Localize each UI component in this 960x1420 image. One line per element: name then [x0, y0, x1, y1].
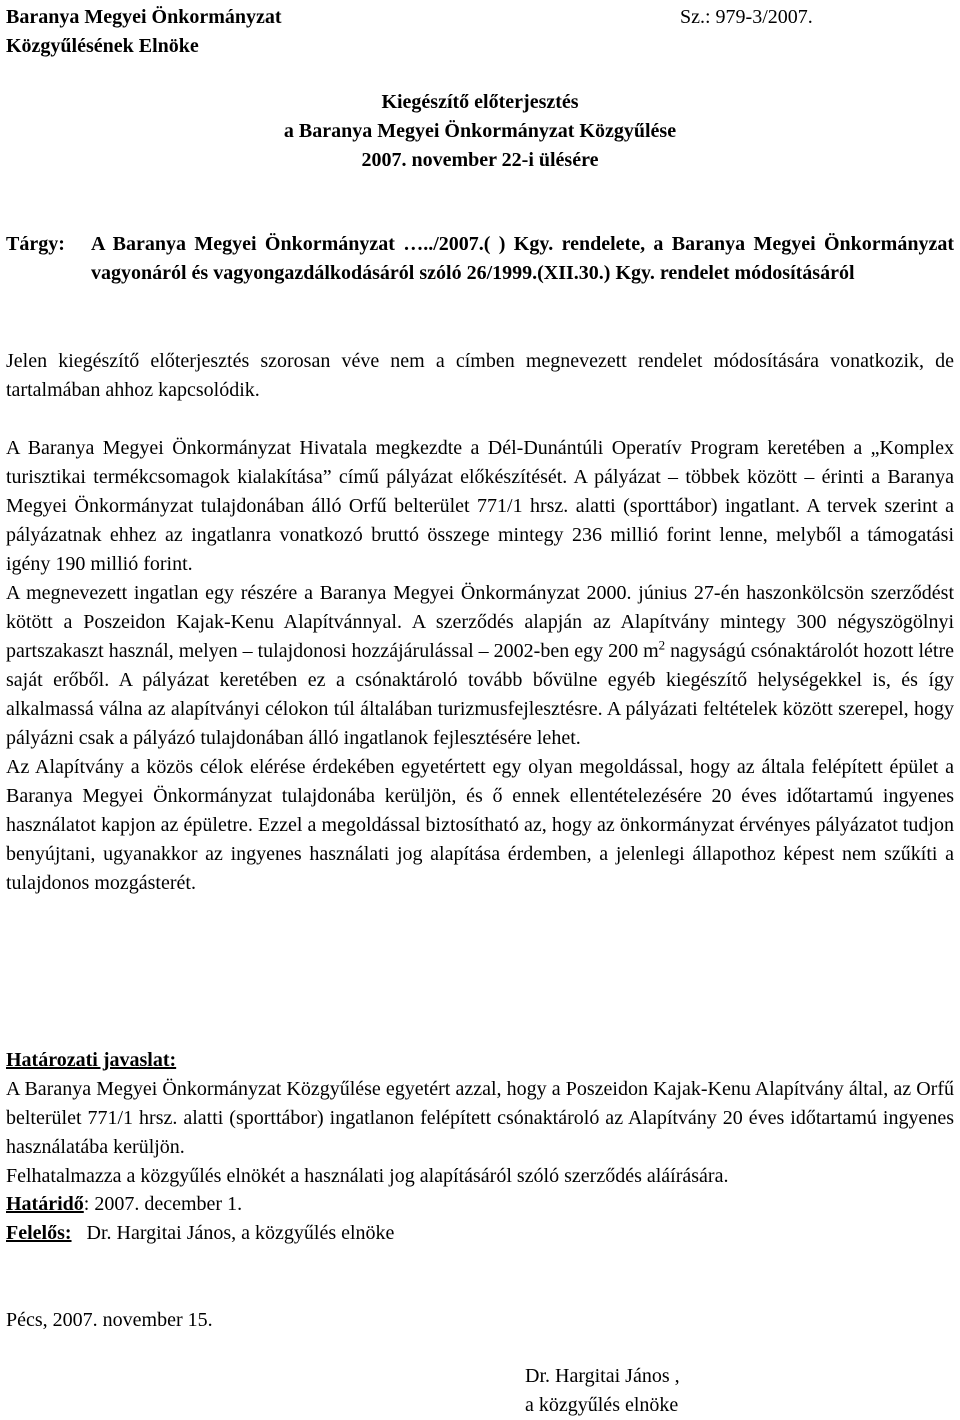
superscript-2: 2: [658, 637, 666, 653]
title-line-3: 2007. november 22-i ülésére: [361, 149, 599, 171]
signature-name: Dr. Hargitai János ,: [525, 1365, 680, 1387]
resolution-heading: Határozati javaslat:: [6, 1049, 177, 1071]
reference-number: Sz.: 979-3/2007.: [680, 6, 813, 28]
paragraph-intro: Jelen kiegészítő előterjesztés szorosan véve nem a címben megnevezett rendelet módosítására vonatkozik, de tartalmában ahhoz kapcsolódik.: [6, 350, 954, 401]
issuer-block: [6, 3, 282, 61]
title-line-1: Kiegészítő előterjesztés: [381, 91, 579, 113]
subject-label: Tárgy:: [6, 233, 65, 255]
subject-block: [6, 230, 954, 288]
document-title: [0, 88, 960, 175]
resolution-block: [6, 1046, 954, 1191]
signature-title: a közgyűlés elnöke: [525, 1394, 679, 1416]
deadline-block: [6, 1190, 394, 1248]
subject-text: A Baranya Megyei Önkormányzat …../2007.( ) Kgy. rendelete, a Baranya Megyei Önkormányzat vagyonáról és vagyongazdálkodásáról szóló 26/1999.(XII.30.) Kgy. rendelet módosításáról: [91, 233, 954, 284]
resolution-paragraph-2: Felhatalmazza a közgyűlés elnökét a használati jog alapításáról szóló szerződés aláírására.: [6, 1165, 729, 1187]
paragraph-property-part2: nagyságú csónaktárolót hozott létre saját erőből. A pályázat keretében ez a csónaktároló tovább bővülne egyéb kiegészítő helységekkel is, és így alkalmassá válna az alapítványi célokon túl általában turizmusfejlesztésre. A pályázati feltételek között szerepel, hogy pályázni csak a pályázó tulajdonában álló ingatlanok fejlesztésére lehet.: [6, 640, 954, 749]
deadline-label: Határidő: [6, 1193, 84, 1215]
deadline-value: : 2007. december 1.: [83, 1193, 243, 1215]
resolution-paragraph-1: A Baranya Megyei Önkormányzat Közgyűlése egyetért azzal, hogy a Poszeidon Kajak-Kenu Alapítvány által, az Orfű belterület 771/1 hrsz. alatti (sporttábor) ingatlanon felépített csónaktároló az Alapítvány 20 éves időtartamú ingyenes használatába kerüljön.: [6, 1078, 954, 1158]
paragraph-project: A Baranya Megyei Önkormányzat Hivatala megkezdte a Dél-Dunántúli Operatív Program keretében a „Komplex turisztikai termékcsomagok kialakítása” című pályázat előkészítését. A pályázat – többek között – érinti a Baranya Megyei Önkormányzat tulajdonában álló Orfű belterület 771/1 hrsz. alatti (sporttábor) ingatlant. A tervek szerint a pályázatnak ehhez az ingatlanra vonatkozó bruttó összege mintegy 236 millió forint lenne, melyből a támogatási igény 190 millió forint.: [6, 437, 954, 575]
issuer-office: Közgyűlésének Elnöke: [6, 35, 199, 57]
issuer-org: Baranya Megyei Önkormányzat: [6, 6, 282, 28]
responsible-label: Felelős:: [6, 1222, 72, 1244]
deadline-row: [6, 1190, 394, 1219]
signature-block: [525, 1362, 680, 1420]
responsible-value: Dr. Hargitai János, a közgyűlés elnöke: [71, 1222, 395, 1244]
paragraph-agreement: Az Alapítvány a közös célok elérése érdekében egyetértett egy olyan megoldással, hogy az általa felépített épület a Baranya Megyei Önkormányzat tulajdonába kerüljön, és ő ennek ellentételezésére 20 éves időtartamú ingyenes használatot kapjon az épületre. Ezzel a megoldással biztosítható az, hogy az önkormányzat érvényes pályázatot tudjon benyújtani, ugyanakkor az ingyenes használati jog alapítása érdemben, a jelenlegi állapothoz képest nem szűkíti a tulajdonos mozgásterét.: [6, 756, 954, 894]
place-date: Pécs, 2007. november 15.: [6, 1309, 213, 1331]
paragraph-property: [6, 579, 954, 753]
responsible-row: [6, 1219, 394, 1248]
title-line-2: a Baranya Megyei Önkormányzat Közgyűlése: [283, 120, 677, 142]
paragraph-property-part1: A megnevezett ingatlan egy részére a Baranya Megyei Önkormányzat 2000. június 27-én haszonkölcsön szerződést kötött a Poszeidon Kajak-Kenu Alapítvánnyal. A szerződés alapján az Alapítvány mintegy 300 négyszögölnyi partszakaszt használ, melyen – tulajdonosi hozzájárulással – 2002-ben egy 200 m: [6, 582, 954, 662]
body-text: [6, 347, 954, 898]
